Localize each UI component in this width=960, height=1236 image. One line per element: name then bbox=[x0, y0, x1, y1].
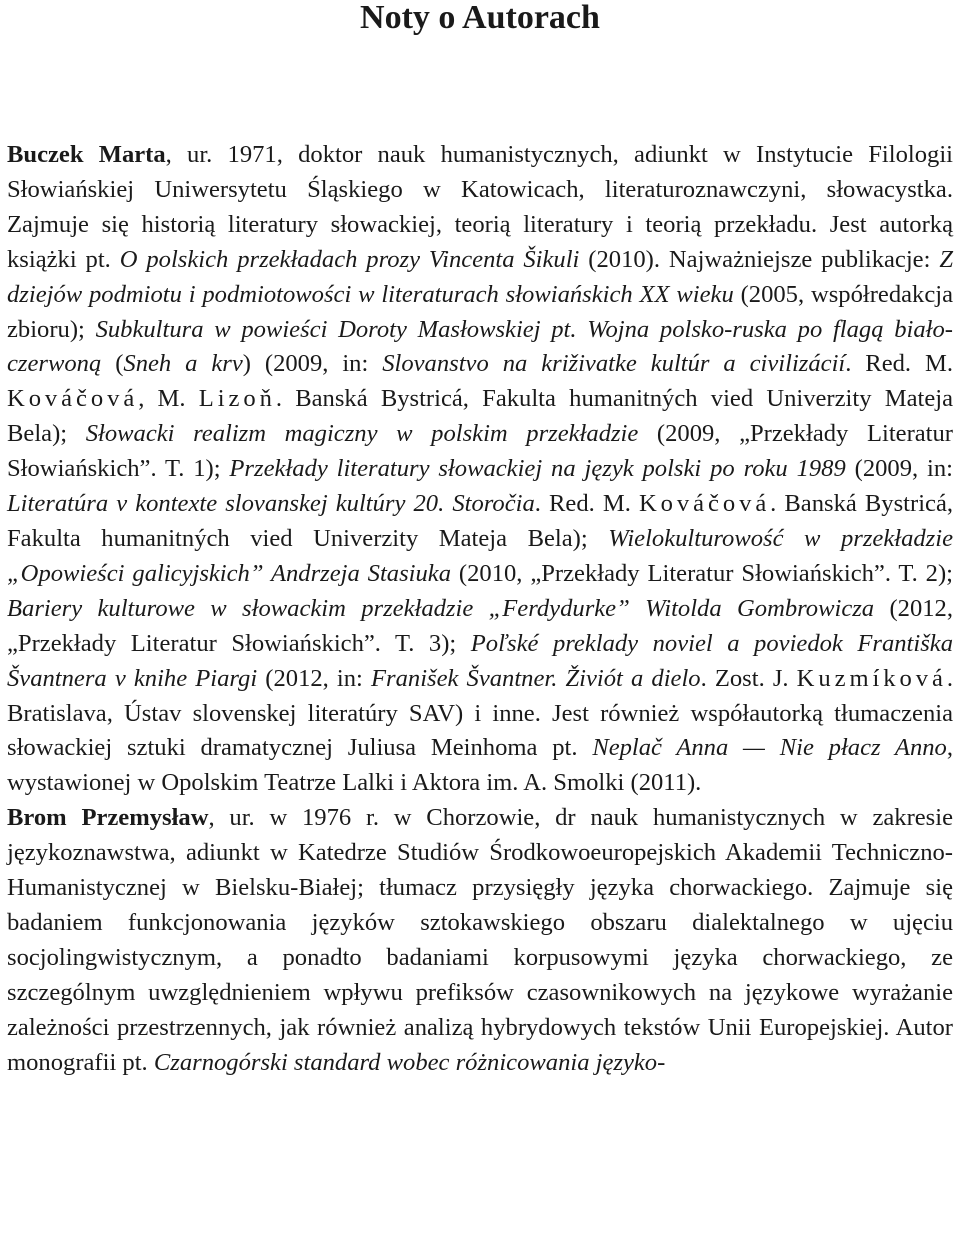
body-text: (2010, „Przekłady Literatur Słowiańskich”. T. 2); bbox=[451, 559, 953, 587]
spaced-name-text: Kuzmíková bbox=[796, 664, 947, 692]
italic-title-text: Bariery kulturowe w słowackim przekładzie „Ferdydurke” Witolda Gombrowicza bbox=[7, 594, 875, 622]
italic-title-text: Słowacki realizm magiczny w polskim przekładzie bbox=[85, 420, 639, 448]
body-text: ) (2009, in: bbox=[242, 350, 383, 378]
body-text: , ur. w 1976 r. w Chorzowie, dr nauk humanistycznych w zakresie językoznawstwa, adiunkt w Katedrze Studiów Środkowoeuropejskich Akademii Techniczno-Humanistycznej w Bielsku-Białej; tłumacz przysięgły języka chorwackiego. Zajmuje się badaniem funkcjonowania języków sztokawskiego obszaru dialektalnego w ujęciu socjolingwistycznym, a ponadto badaniami korpusowymi języka chorwackiego, ze szczególnym uwzględnieniem wpływu prefiksów czasownikowych na językowe wyrażanie zależności przestrzennych, jak również analizą hybrydowych tekstów Unii Europejskiej. Autor monografii pt. bbox=[7, 804, 953, 1076]
body-text: , M. bbox=[138, 385, 199, 413]
body-text: . Banská Bystricá, Fakulta humanitných vied Univerzity Mateja Bela); bbox=[7, 385, 953, 448]
body-text: , wystawionej w Opolskim Teatrze Lalki i Aktora im. A. Smolki (2011). bbox=[7, 734, 953, 797]
italic-title-text: Subkultura w powieści Doroty Masłowskiej pt. Wojna polsko-ruska po flagą biało-czerwoną bbox=[7, 315, 953, 378]
body-text: (2012, in: bbox=[257, 664, 371, 692]
italic-title-text: Wielokulturowość w przekładzie „Opowieści galicyjskich” Andrzeja Stasiuka bbox=[7, 524, 953, 587]
body-text: . Bratislava, Ústav slovenskej literatúry SAV) i inne. Jest również współautorką tłumaczenia słowackiej sztuki dramatycznej Juliusa Meinhoma pt. bbox=[7, 664, 953, 762]
body-text: (2005, współredakcja zbioru); bbox=[7, 280, 953, 343]
spaced-name-text: Lizoň bbox=[198, 385, 276, 413]
body-text: . Zost. J. bbox=[700, 664, 797, 692]
body-text: (2009, „Przekłady Literatur Słowiańskich”. T. 1); bbox=[7, 420, 953, 483]
page-title: Noty o Autorach bbox=[360, 0, 600, 36]
italic-title-text: Z dziejów podmiotu i podmiotowości w literaturach słowiańskich XX wieku bbox=[7, 245, 953, 308]
body-text: . Red. M. bbox=[845, 350, 954, 378]
italic-title-text: Franišek Švantner. Živiót a dielo bbox=[371, 664, 701, 692]
author-entry-buczek bbox=[7, 138, 953, 801]
author-name: Brom Przemysław bbox=[7, 804, 209, 832]
author-entry-brom bbox=[7, 801, 953, 1080]
body-text: . Banská Bystricá, Fakulta humanitných vied Univerzity Mateja Bela); bbox=[7, 490, 954, 552]
italic-title-text: O polskich przekładach prozy Vincenta Šikuli bbox=[119, 245, 580, 273]
body-text: ( bbox=[101, 350, 124, 378]
italic-title-text: Sneh a krv bbox=[123, 350, 243, 378]
italic-title-text: Czarnogórski standard wobec różnicowania języko- bbox=[153, 1048, 666, 1076]
spaced-name-text: Kováčová bbox=[7, 385, 139, 413]
spaced-name-text: Kováčová bbox=[638, 490, 771, 518]
body-text: , ur. 1971, doktor nauk humanistycznych, adiunkt w Instytucie Filologii Słowiańskiej Uniwersytetu Śląskiego w Katowicach, literaturoznawczyni, słowacystka. Zajmuje się historią literatury słowackiej, teorią literatury i teorią przekładu. Jest autorką książki pt. bbox=[7, 141, 953, 273]
author-name: Buczek Marta bbox=[7, 141, 166, 168]
italic-title-text: Poľské preklady noviel a poviedok Františka Švantnera v knihe Piargi bbox=[7, 629, 953, 692]
italic-title-text: Literatúra v kontexte slovanskej kultúry 20. Storočia bbox=[7, 490, 535, 518]
author-notes-list bbox=[7, 138, 953, 1080]
body-text: (2010). Najważniejsze publikacje: bbox=[579, 245, 940, 273]
italic-title-text: Przekłady literatury słowackiej na język polski po roku 1989 bbox=[229, 455, 846, 483]
body-text: (2012, „Przekłady Literatur Słowiańskich”. T. 3); bbox=[7, 594, 953, 657]
italic-title-text: Slovanstvo na križivatke kultúr a civilizácií bbox=[382, 350, 846, 378]
body-text: (2009, in: bbox=[845, 455, 953, 483]
italic-title-text: Neplač Anna — Nie płacz Anno bbox=[592, 734, 947, 762]
entry-body bbox=[7, 141, 953, 796]
body-text: . Red. M. bbox=[534, 490, 639, 518]
entry-body bbox=[7, 804, 953, 1075]
